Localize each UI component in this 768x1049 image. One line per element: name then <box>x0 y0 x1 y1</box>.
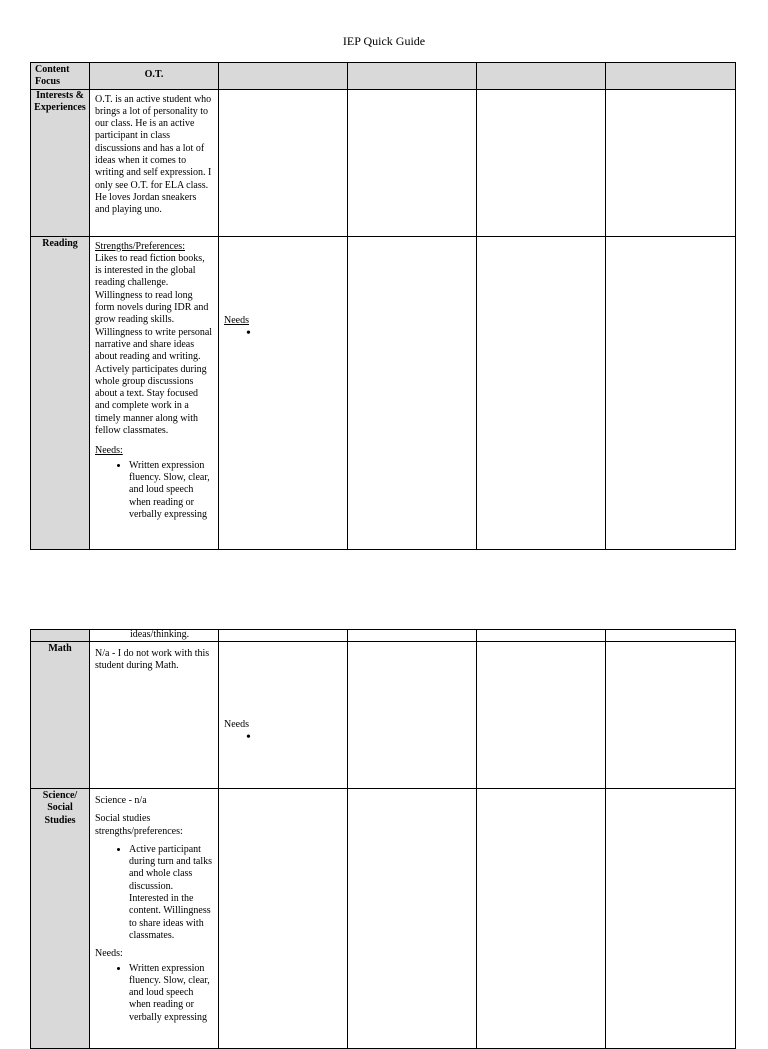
math-needs-cell <box>219 642 348 789</box>
reading-label: Reading <box>31 236 90 549</box>
math-label: Math <box>31 642 90 789</box>
empty-focus-cell <box>31 630 90 642</box>
continuation-text: ideas/thinking. <box>130 629 190 640</box>
iep-table-page1 <box>30 62 736 550</box>
empty-header-cell <box>219 63 348 90</box>
empty-cell <box>606 642 736 789</box>
empty-cell <box>477 630 606 642</box>
list-item: • Active participant during turn and talks and whole class discussion. Interested in the content. Willingness to share ideas with classmates. <box>129 844 213 942</box>
iep-table-page2 <box>30 629 736 1049</box>
science-cell <box>90 789 219 1049</box>
continuation-row <box>31 630 736 642</box>
empty-header-cell <box>477 63 606 90</box>
empty-header-cell <box>606 63 736 90</box>
interests-cell <box>90 89 219 236</box>
ss-needs-list <box>95 963 213 1024</box>
reading-strengths-text: Likes to read fiction books, is interested in the global reading challenge. Willingness to read long form novels during IDR and grow reading skills. Willingness to write personal narrative and share ideas about reading and writing. Actively participates during whole group discussions about a text. Stay focused and complete work in a timely manner along with fellow classmates. <box>95 252 213 437</box>
empty-cell <box>606 789 736 1049</box>
empty-cell <box>219 630 348 642</box>
empty-cell <box>477 89 606 236</box>
empty-header-cell <box>348 63 477 90</box>
reading-cell <box>90 236 219 549</box>
empty-cell <box>477 789 606 1049</box>
empty-cell <box>606 89 736 236</box>
reading-row <box>31 236 736 549</box>
math-row <box>31 642 736 789</box>
empty-cell <box>348 789 477 1049</box>
empty-cell <box>348 89 477 236</box>
ss-heading: Social studies strengths/preferences: <box>95 813 183 837</box>
empty-cell <box>348 236 477 549</box>
interests-text: O.T. is an active student who brings a lot of personality to our class. He is an active participant in class discussions and has a lot of ideas when it comes to writing and self expression. I only see O.T. for ELA class. He loves Jordan sneakers and playing uno. <box>95 93 212 216</box>
empty-cell <box>219 789 348 1049</box>
empty-cell <box>606 630 736 642</box>
bullet-icon: • <box>246 730 251 746</box>
science-label: Science/ Social Studies <box>31 789 90 1049</box>
science-row <box>31 789 736 1049</box>
needs-heading: Needs: <box>95 445 123 457</box>
empty-cell <box>477 236 606 549</box>
ss-list <box>95 844 213 942</box>
list-item: • Written expression fluency. Slow, clear, and loud speech when reading or verbally expressing <box>129 460 213 521</box>
continuation-cell <box>90 630 219 642</box>
needs-label: Needs <box>224 719 249 730</box>
student-header: O.T. <box>90 63 219 90</box>
empty-cell <box>348 642 477 789</box>
interests-label: Interests & Experiences <box>31 89 90 236</box>
needs-heading: Needs: <box>95 948 123 960</box>
strengths-heading: Strengths/Preferences: <box>95 240 185 252</box>
reading-needs-cell <box>219 236 348 549</box>
needs-label: Needs <box>224 314 249 326</box>
content-focus-header: Content Focus <box>31 63 90 90</box>
bullet-icon: • <box>246 325 251 341</box>
empty-cell <box>348 630 477 642</box>
math-text: N/a - I do not work with this student during Math. <box>95 648 210 672</box>
reading-needs-list <box>95 460 213 521</box>
header-row <box>31 63 736 90</box>
science-text: Science - n/a <box>95 795 147 806</box>
empty-cell <box>219 89 348 236</box>
document-title: IEP Quick Guide <box>342 34 426 48</box>
math-cell <box>90 642 219 789</box>
list-item: • Written expression fluency. Slow, clear, and loud speech when reading or verbally expressing <box>129 963 213 1024</box>
interests-row <box>31 89 736 236</box>
empty-cell <box>606 236 736 549</box>
empty-cell <box>477 642 606 789</box>
